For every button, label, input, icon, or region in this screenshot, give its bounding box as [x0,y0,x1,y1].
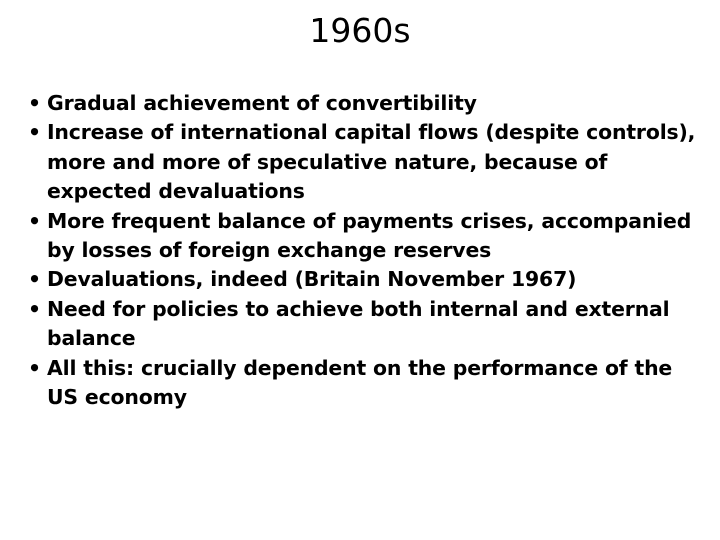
bullet-dot-icon: • [28,355,41,380]
bullet-item [28,295,708,354]
bullet-item [28,354,708,413]
slide-title: 1960s [309,11,411,50]
bullet-item [28,89,708,118]
bullet-text: Devaluations, indeed (Britain November 1967) [47,267,577,292]
bullet-dot-icon: • [28,91,41,115]
bullet-text: Gradual achievement of convertibility [47,91,477,115]
bullet-dot-icon: • [28,296,41,321]
bullet-dot-icon: • [28,120,41,145]
bullet-dot-icon: • [28,208,41,233]
bullet-list [28,89,708,412]
bullet-dot-icon: • [28,267,41,292]
bullet-text: More frequent balance of payments crises, accompanied by losses of foreign exchange reserves [47,208,692,263]
bullet-item [28,265,708,294]
bullet-text: Need for policies to achieve both internal and external balance [47,296,670,351]
bullet-text: All this: crucially dependent on the performance of the US economy [47,355,673,410]
bullet-item [28,207,708,266]
bullet-text: Increase of international capital flows (despite controls), more and more of speculative nature, because of expected devaluations [47,120,696,204]
bullet-item [28,118,708,206]
